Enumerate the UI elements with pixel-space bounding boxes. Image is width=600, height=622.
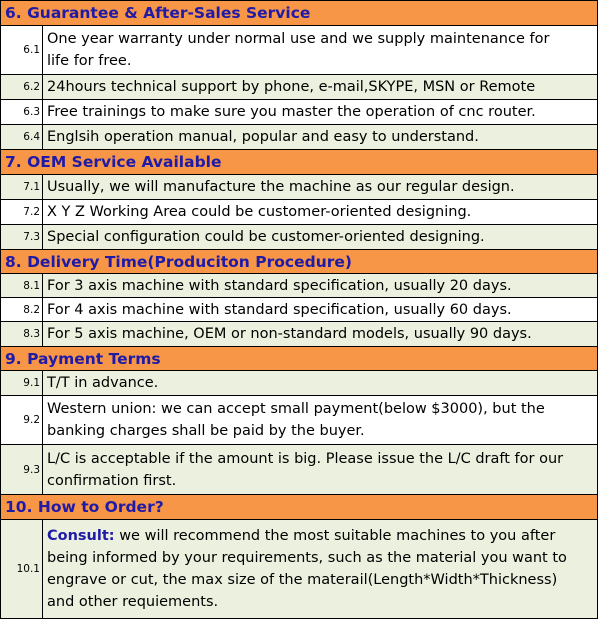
item-text: For 4 axis machine with standard specification, usually 60 days.: [47, 301, 512, 318]
table-row: [0, 124, 598, 149]
item-text-line: Western union: we can accept small payment(below $3000), but the: [47, 401, 545, 417]
table-row: [0, 370, 598, 395]
section-header-delivery: [0, 249, 598, 273]
table-row: [0, 273, 598, 297]
item-number: 9.2: [1, 396, 43, 444]
table-row: [0, 297, 598, 321]
section-header-oem: [0, 149, 598, 174]
item-text: For 3 axis machine with standard specification, usually 20 days.: [47, 277, 512, 294]
item-text-line: banking charges shall be paid by the buyer.: [47, 423, 365, 439]
item-number: 9.3: [1, 445, 43, 494]
table-row: [0, 25, 598, 74]
item-text: T/T in advance.: [47, 375, 159, 391]
item-text: Usually, we will manufacture the machine as our regular design.: [47, 179, 515, 195]
item-text-line: L/C is acceptable if the amount is big. Please issue the L/C draft for our: [47, 450, 564, 467]
consult-label: Consult:: [47, 528, 115, 544]
section-header-guarantee: [0, 0, 598, 25]
item-number: 7.1: [1, 175, 43, 199]
item-text: [47, 520, 593, 618]
item-number: 6.1: [1, 26, 43, 74]
item-text: [47, 26, 593, 74]
item-number: 8.1: [1, 274, 43, 297]
table-row: [0, 519, 598, 619]
item-number: 6.3: [1, 100, 43, 124]
section-title: 10. How to Order?: [5, 498, 164, 516]
table-row: [0, 199, 598, 224]
item-number: 8.2: [1, 298, 43, 321]
item-text: [47, 396, 593, 444]
item-text: 24hours technical support by phone, e-mail,SKYPE, MSN or Remote: [47, 79, 536, 95]
item-number: 9.1: [1, 371, 43, 395]
item-number: 7.3: [1, 225, 43, 249]
item-text-line: engrave or cut, the max size of the materail(Length*Width*Thickness): [47, 572, 558, 588]
table-row: [0, 224, 598, 249]
item-text: Englsih operation manual, popular and easy to understand.: [47, 129, 479, 145]
table-row: [0, 395, 598, 444]
table-row: [0, 99, 598, 124]
item-text-line: being informed by your requirements, such as the material you want to: [47, 550, 567, 566]
table-row: [0, 174, 598, 199]
item-number: 8.3: [1, 322, 43, 346]
table-row: [0, 444, 598, 494]
section-title: 7. OEM Service Available: [5, 153, 222, 171]
section-title: 9. Payment Terms: [5, 349, 161, 368]
section-header-how-to-order: [0, 494, 598, 519]
item-text: Free trainings to make sure you master the operation of cnc router.: [47, 104, 536, 120]
section-header-payment: [0, 346, 598, 370]
item-number: 6.2: [1, 75, 43, 99]
item-number: 7.2: [1, 200, 43, 224]
table-row: [0, 321, 598, 346]
table-row: [0, 74, 598, 99]
item-number: 6.4: [1, 125, 43, 149]
section-title: 8. Delivery Time(Produciton Procedure): [5, 252, 352, 271]
item-text: Special configuration could be customer-oriented designing.: [47, 229, 485, 245]
item-text: For 5 axis machine, OEM or non-standard models, usually 90 days.: [47, 326, 532, 342]
item-number: 10.1: [1, 520, 43, 618]
section-title: 6. Guarantee & After-Sales Service: [5, 4, 311, 22]
item-text-line: we will recommend the most suitable machines to you after: [114, 528, 556, 544]
item-text-line: and other requiements.: [47, 594, 219, 610]
item-text-line: confirmation first.: [47, 472, 177, 489]
item-text-line: life for free.: [47, 53, 132, 69]
item-text: [47, 445, 593, 494]
item-text: X Y Z Working Area could be customer-oriented designing.: [47, 204, 472, 220]
item-text-line: One year warranty under normal use and we supply maintenance for: [47, 31, 550, 47]
